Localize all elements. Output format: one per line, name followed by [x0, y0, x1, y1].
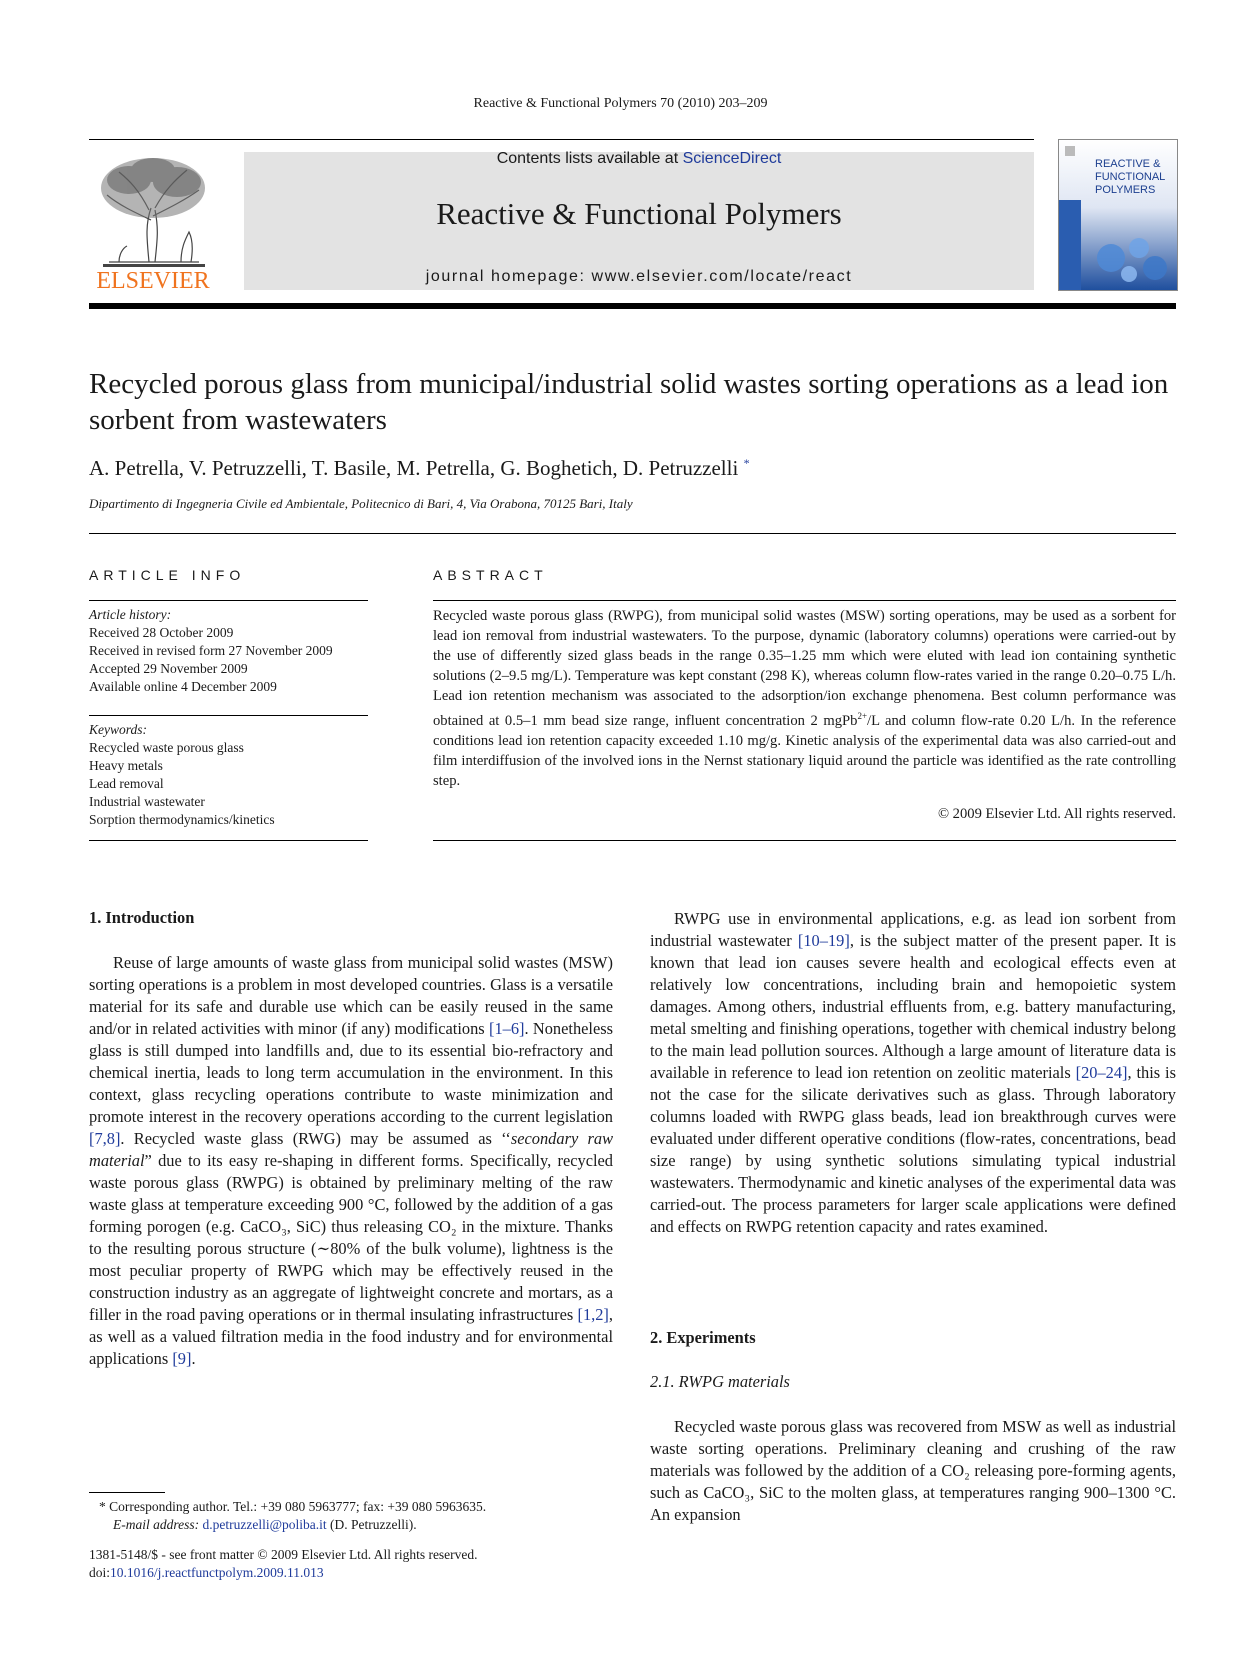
keyword-item: Sorption thermodynamics/kinetics — [89, 812, 275, 827]
doi-line — [89, 1564, 609, 1582]
divider — [433, 600, 1176, 601]
history-item: Received in revised form 27 November 2009 — [89, 643, 333, 658]
keyword-item: Recycled waste porous glass — [89, 740, 244, 755]
abstract-text — [433, 606, 1176, 791]
divider — [89, 600, 368, 601]
footnote-text: Corresponding author. Tel.: +39 080 5963777; fax: +39 080 5963635. — [109, 1499, 487, 1514]
italic-term: secondary raw material — [89, 1129, 614, 1170]
reference-link[interactable]: [7,8] — [89, 1129, 121, 1148]
article-title: Recycled porous glass from municipal/industrial solid wastes sorting operations as a lead ion sorbent from wastewaters — [89, 368, 1169, 436]
introduction-paragraph — [650, 908, 1176, 1238]
cover-title-line: POLYMERS — [1095, 184, 1156, 196]
journal-homepage[interactable]: journal homepage: www.elsevier.com/locate/react — [425, 268, 853, 285]
email-suffix: (D. Petruzzelli). — [326, 1517, 417, 1532]
abstract-part: Recycled waste porous glass (RWPG), from municipal solid wastes (MSW) sorting operations, may be used as a sorbent for lead ion removal from industrial wastewaters. To the purpose, dynamic (laboratory columns) operations were carried-out by the use of differently sized glass beads in the range 0.35–1.25 mm which were eluted with lead ion containing synthetic solutions (2–9.5 mg/L). Temperature was kept constant (298 K), whereas column flow-rates varied in the range 0.20–0.75 L/h. Lead ion retention mechanism was associated to the adsorption/ion exchange phenomena. Best column performance was obtained at 0.5–1 mm bead size range, influent concentration 2 mgPb — [433, 608, 1176, 729]
affiliation: Dipartimento di Ingegneria Civile ed Ambientale, Politecnico di Bari, 4, Via Orabona, 70125 Bari, Italy — [89, 496, 633, 511]
text-run: , is the subject matter of the present paper. It is known that lead ion causes severe health and ecological effects even at relatively low concentrations, including brain and hemopoietic system damages. Among others, industrial effluents from, e.g. battery manufacturing, metal smelting and finishing operations, together with chemical industry belong to the main lead pollution sources. Although a large amount of literature data is available in reference to lead ion retention on zeolitic materials — [650, 931, 1177, 1082]
keyword-item: Lead removal — [89, 776, 164, 791]
contents-line — [244, 150, 1034, 168]
introduction-paragraph — [89, 952, 613, 1370]
journal-name: Reactive & Functional Polymers — [436, 196, 842, 231]
history-label: Article history: — [89, 607, 172, 622]
section-heading-experiments: 2. Experiments — [650, 1328, 756, 1347]
article-info-heading: ARTICLE INFO — [89, 567, 246, 583]
text-run: Reuse of large amounts of waste glass from municipal solid wastes (MSW) sorting operations is a problem in most developed countries. Glass is a versatile material for its safe and durable use which can be easily reused in the same and/or in related activities with minor (if any) modifications — [89, 953, 613, 1038]
article-history — [89, 606, 389, 696]
abstract-heading: ABSTRACT — [433, 567, 548, 583]
text-run: . Recycled waste glass (RWG) may be assumed as ‘‘ — [120, 1129, 511, 1148]
reference-link[interactable]: [10–19] — [797, 931, 850, 950]
footnote-email-line — [89, 1516, 609, 1534]
experiments-paragraph — [650, 1416, 1176, 1526]
issn-block — [89, 1546, 609, 1582]
cover-title-line: FUNCTIONAL — [1095, 171, 1166, 183]
abstract-superscript: 2+ — [857, 711, 868, 721]
journal-cover-thumbnail — [1058, 139, 1178, 291]
header-bottom-rule — [89, 303, 1176, 309]
history-item: Received 28 October 2009 — [89, 625, 234, 640]
section-heading-introduction: 1. Introduction — [89, 908, 195, 927]
subsection-heading: 2.1. RWPG materials — [650, 1372, 790, 1391]
footnote-mark: * — [99, 1499, 106, 1514]
keyword-item: Heavy metals — [89, 758, 163, 773]
text-run: . Nonetheless glass is still dumped into landfills and, due to its essential bio-refractory and chemical inertia, leads to long term accumulation in the environment. In this context, glass recycling operations contribute to waste minimization and promote interest in the recovery operations according to the current legislation — [89, 1019, 613, 1126]
divider — [89, 533, 1176, 534]
email-link[interactable]: d.petruzzelli@poliba.it — [202, 1517, 327, 1532]
header-top-rule — [89, 139, 1034, 140]
corresponding-author-mark[interactable]: * — [743, 456, 750, 470]
divider — [89, 715, 368, 716]
journal-citation: Reactive & Functional Polymers 70 (2010) 203–209 — [473, 96, 768, 111]
contents-prefix: Contents lists available at — [496, 150, 683, 167]
text-run: , as well as a valued filtration media in the food industry and for environmental applications — [89, 1305, 613, 1368]
footnote — [89, 1492, 609, 1534]
reference-link[interactable]: [20–24] — [1075, 1063, 1128, 1082]
history-item: Available online 4 December 2009 — [89, 679, 277, 694]
elsevier-wordmark: ELSEVIER — [96, 268, 210, 294]
authors-text: A. Petrella, V. Petruzzelli, T. Basile, M. Petrella, G. Boghetich, D. Petruzzelli — [89, 456, 739, 480]
text-run: RWPG use in environmental applications, e.g. as lead ion sorbent from industrial wastewater — [650, 909, 1176, 950]
history-item: Accepted 29 November 2009 — [89, 661, 248, 676]
text-run: , this is not the case for the silicate derivatives such as glass. Through laboratory columns loaded with RWPG glass beads, lead ion breakthrough curves were evaluated under different operative conditions (flow-rates, concentrations, bead size range) by using synthetic solutions simulating typical industrial wastewaters. Thermodynamic and kinetic analyses of the experimental data was carried-out. The process parameters for larger scale applications were defined and effects on RWPG retention capacity and rates examined. — [650, 1063, 1176, 1236]
cover-title — [1095, 158, 1165, 197]
footnote-line — [89, 1498, 609, 1516]
author-list — [89, 456, 750, 481]
reference-link[interactable]: [1–6] — [488, 1019, 525, 1038]
divider — [433, 840, 1176, 841]
doi-link[interactable]: 10.1016/j.reactfunctpolym.2009.11.013 — [110, 1565, 324, 1580]
reference-link[interactable]: [9] — [172, 1349, 192, 1368]
issn-line: 1381-5148/$ - see front matter © 2009 Elsevier Ltd. All rights reserved. — [89, 1547, 478, 1562]
sciencedirect-link[interactable]: ScienceDirect — [682, 150, 782, 167]
keywords — [89, 721, 389, 829]
reference-link[interactable]: [1,2] — [577, 1305, 609, 1324]
text-run: . — [191, 1349, 196, 1368]
text-run: ” due to its easy re-shaping in different forms. Specifically, recycled waste porous glass (RWPG) is obtained by preliminary melting of the raw waste glass at temperature exceeding 900 °C, followed by the addition of a gas forming porogen (e.g. CaCO₃, SiC) thus releasing CO₂ in the mixture. Thanks to the resulting porous structure (∼80% of the bulk volume), lightness is the most peculiar property of RWPG which may be effectively reused in the construction industry as an aggregate of lightweight concrete and mortars, as a filler in the road paving operations or in thermal insulating infrastructures — [89, 1151, 613, 1324]
abstract-copyright: © 2009 Elsevier Ltd. All rights reserved. — [937, 806, 1176, 822]
keyword-item: Industrial wastewater — [89, 794, 205, 809]
divider — [89, 840, 368, 841]
paragraph-text: Recycled waste porous glass was recovered from MSW as well as industrial waste sorting operations. Preliminary cleaning and crushing of the raw materials was followed by the addition of a CO₂ releasing pore-forming agents, such as CaCO₃, SiC to the molten glass, at temperatures ranging 900–1300 °C. An expansion — [650, 1417, 1176, 1524]
abstract-part: /L and column flow-rate 0.20 L/h. In the reference conditions lead ion retention capacity exceeded 1.10 mg/g. Kinetic analysis of the experimental data was also carried-out and film interdiffusion of the involved ions in the Nernst stationary liquid around the particle was identified as the rate controlling step. — [433, 712, 1176, 789]
cover-title-line: REACTIVE & — [1095, 158, 1161, 170]
email-label: E-mail address: — [113, 1517, 203, 1532]
doi-label: doi: — [89, 1565, 111, 1580]
keywords-label: Keywords: — [89, 722, 147, 737]
